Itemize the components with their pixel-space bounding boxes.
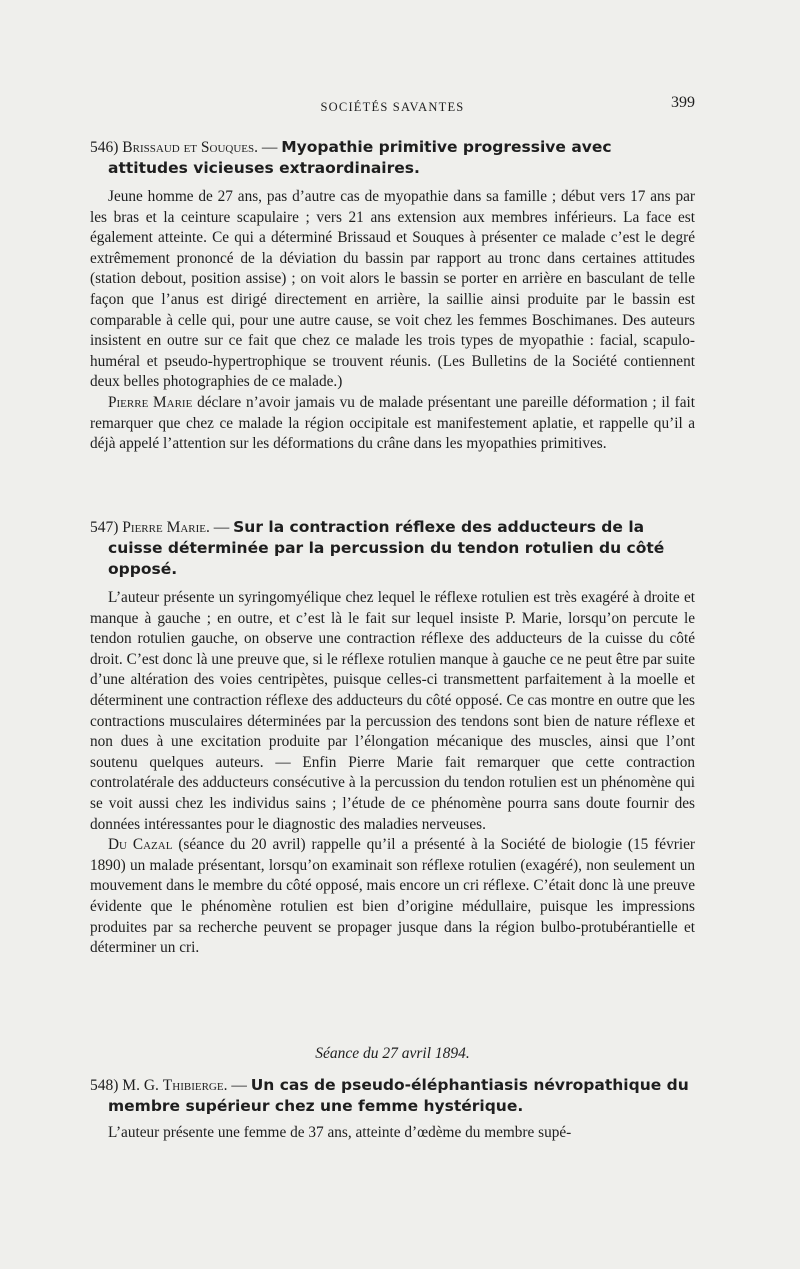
running-title: SOCIÉTÉS SAVANTES bbox=[320, 100, 465, 114]
entry-number: 548) bbox=[90, 1077, 119, 1094]
reply-speaker: Du Cazal bbox=[108, 836, 173, 854]
entry-547 bbox=[90, 517, 695, 959]
entry-number: 547) bbox=[90, 519, 119, 536]
entry-547-paragraph: L’auteur présente un syringomyélique chez lequel le réflexe rotulien est très exagéré à droite et manque à gauche ; en outre, et c’est là le fait sur lequel insiste P. Marie, lorsqu’on percute le tendon rotulien gauche, on observe une contraction réflexe des adducteurs de la cuisse du côté droit. C’est donc là une preuve que, si le réflexe rotulien manque à gauche ce ne peut être par suite d’une altération des voies centripètes, puisque celles-ci transmettent parfaitement à la moelle et déterminent une contraction réflexe des adducteurs du côté opposé. Ce cas montre en outre que les contractions musculaires déterminées par la percussion des tendons sont bien de nature réflexe et non dues à une excitation produite par l’élongation mécanique des muscles, ainsi que l’ont soutenu quelques auteurs. — Enfin Pierre Marie fait remarquer que cette contraction controlatérale des adducteurs consécutive à la percussion du tendon rotulien est un phénomène qui se voit aussi chez les individus sains ; l’étude de ce phénomène pourra sans doute fournir des données intéressantes pour le diagnostic des maladies nerveuses. bbox=[90, 589, 695, 833]
entry-547-reply bbox=[90, 835, 695, 959]
entry-authors: Brissaud et Souques. bbox=[122, 139, 258, 156]
entry-title: Sur la contraction réflexe des adducteurs de la cuisse déterminée par la percussion du tendon rotulien du côté opposé. bbox=[108, 518, 665, 578]
entry-548 bbox=[90, 1075, 695, 1144]
entry-dash: — bbox=[209, 519, 234, 536]
entry-authors-prefix: M. G. bbox=[122, 1077, 163, 1094]
entry-authors: Thibierge. bbox=[162, 1077, 228, 1094]
entry-dash: — bbox=[258, 139, 282, 156]
page-number: 399 bbox=[671, 94, 695, 111]
entry-548-paragraph: L’auteur présente une femme de 37 ans, atteinte d’œdème du membre supé- bbox=[108, 1124, 572, 1141]
entry-title: Myopathie primitive progressive avec attitudes vicieuses extraordinaires. bbox=[108, 138, 612, 177]
reply-text: déclare n’avoir jamais vu de malade présentant une pareille déformation ; il fait remarquer que chez ce malade la région occipitale est manifestement aplatie, et rappelle qu’il a déjà appelé l’attention sur les déformations du crâne dans les myopathies primitives. bbox=[90, 393, 695, 453]
entry-number: 546) bbox=[90, 139, 119, 156]
page-header bbox=[90, 92, 695, 122]
entry-548-heading bbox=[90, 1075, 695, 1117]
entry-dash: — bbox=[227, 1077, 251, 1094]
reply-text: (séance du 20 avril) rappelle qu’il a présenté à la Société de biologie (15 février 1890) un malade présentant, lorsqu’on examinait son réflexe rotulien (exagéré), non seulement un mouvement dans le membre du côté opposé, mais encore un cri réflexe. C’était donc là une preuve évidente que le phénomène rotulien est bien d’origine médullaire, puisque les impressions produites par sa recherche peuvent se propager jusque dans la région bulbo-protubérantielle et déterminer un cri. bbox=[90, 836, 695, 957]
entry-547-heading bbox=[90, 517, 695, 580]
entry-title: Un cas de pseudo-éléphantiasis névropathique du membre supérieur chez une femme hystérique. bbox=[108, 1076, 689, 1115]
entry-546-reply bbox=[90, 393, 695, 455]
reply-speaker: Pierre Marie bbox=[108, 393, 193, 411]
entry-authors: Pierre Marie. bbox=[122, 519, 210, 536]
entry-546-heading bbox=[90, 137, 695, 179]
entry-546-paragraph: Jeune homme de 27 ans, pas d’autre cas de myopathie dans sa famille ; début vers 17 ans par les bras et la ceinture scapulaire ; vers 21 ans extension aux membres inférieurs. La face est également atteinte. Ce qui a déterminé Brissaud et Souques à présenter ce malade c’est le degré extrêmement prononcé de la déviation du bassin par rapport au tronc dans certaines attitudes (station debout, position assise) ; on voit alors le bassin se porter en arrière en basculant de telle façon que l’anus est dirigé directement en arrière, la saillie ainsi produite par le bassin est comparable à celle qui, pour une autre cause, se voit chez les femmes Boschimanes. Des auteurs insistent en outre sur ce fait que chez ce malade les trois types de myopathie : facial, scapulo-huméral et pseudo-hypertrophique se trouvent réunis. (Les Bulletins de la Société contiennent deux belles photographies de ce malade.) bbox=[90, 188, 695, 391]
session-heading: Séance du 27 avril 1894. bbox=[315, 1045, 470, 1062]
entry-546 bbox=[90, 137, 695, 455]
